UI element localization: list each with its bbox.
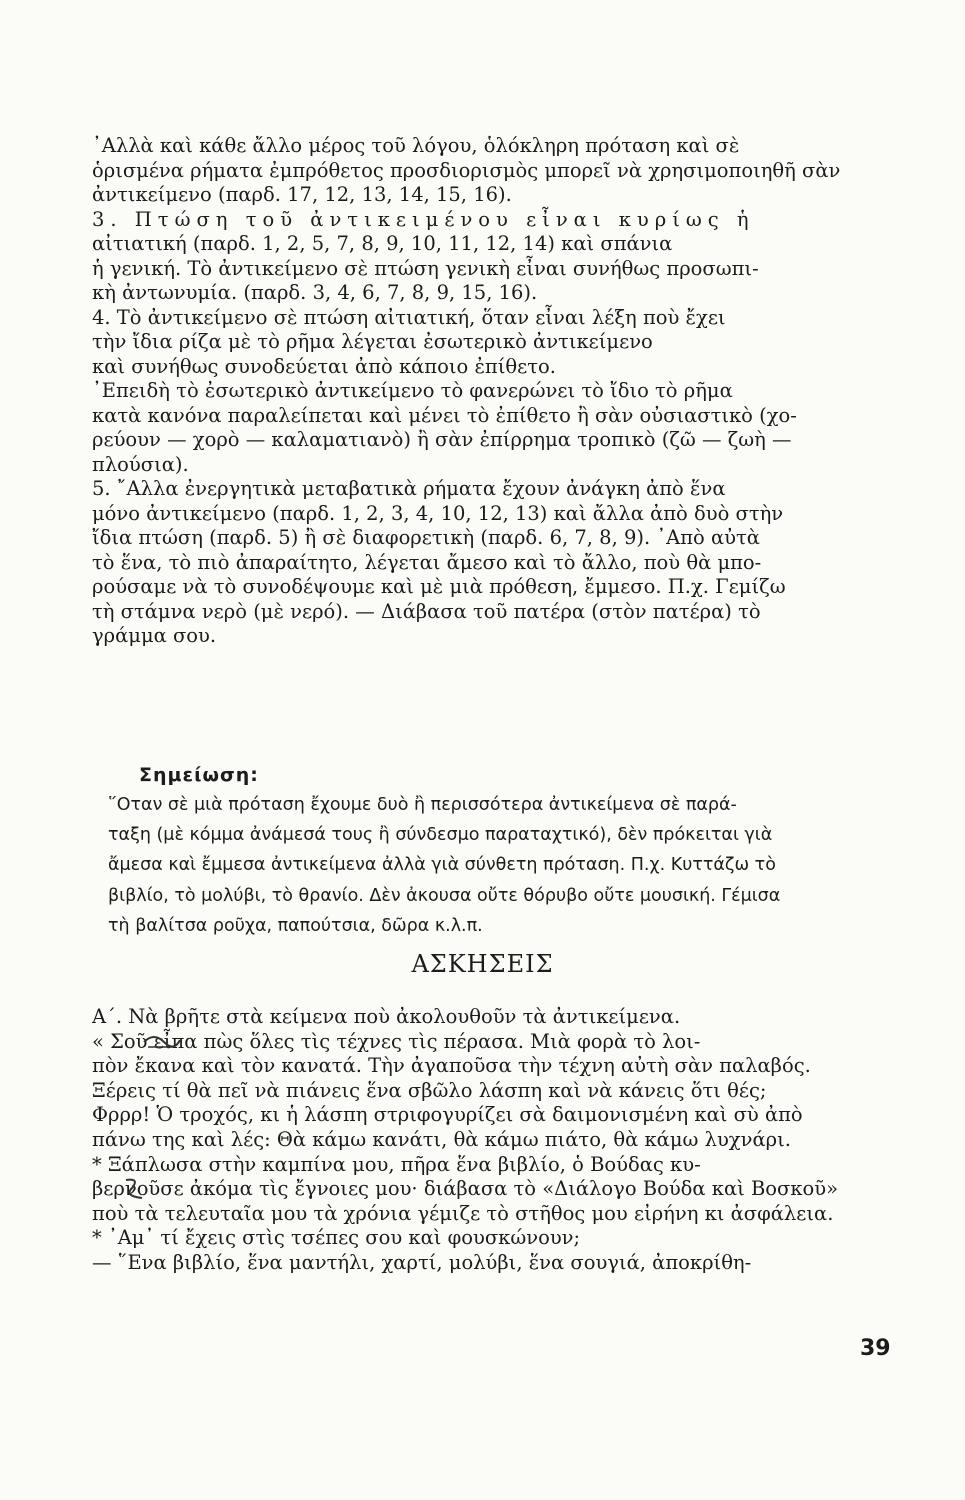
text-line: μόνο ἀντικείμενο (παρδ. 1, 2, 3, 4, 10, 12, 13) καὶ ἄλλα ἀπὸ δυὸ στὴν [92, 501, 784, 525]
text-line: τὴ στάμνα νερὸ (μὲ νερό). — Διάβασα τοῦ πατέρα (στὸν πατέρα) τὸ [92, 599, 761, 623]
text-line: ᾿Επειδὴ τὸ ἐσωτερικὸ ἀντικείμενο τὸ φανερώνει τὸ ἴδιο τὸ ρῆμα [92, 379, 733, 402]
text-line: καὶ συνήθως συνοδεύεται ἀπὸ κάποιο ἐπίθετο. [92, 354, 556, 378]
exercise-line: βερνοῦσε ἀκόμα τὶς ἔγνοιες μου· διάβασα τὸ «Διάλογο Βούδα καὶ Βοσκοῦ» [92, 1177, 839, 1201]
handwritten-mark-icon [120, 1176, 150, 1202]
text-line: 4. Τὸ ἀντικείμενο σὲ πτώση αἰτιατική, ὅταν εἶναι λέξη ποὺ ἔχει [92, 305, 726, 329]
exercise-line: * ᾿Αμ᾿ τί ἔχεις στὶς τσέπες σου καὶ φουσκώνουν; [92, 1226, 581, 1250]
notes-line: ταξη (μὲ κόμμα ἀνάμεσά τους ἢ σύνδεσμο παραταχτικό), δὲν πρόκειται γιὰ [108, 825, 773, 846]
exercise-line: πάνω της καὶ λές: Θὰ κάμω κανάτι, θὰ κάμω πιάτο, θὰ κάμω λυχνάρι. [92, 1127, 791, 1151]
notes-heading: Σημείωση: [139, 764, 259, 786]
text-line: ἴδια πτώση (παρδ. 5) ἢ σὲ διαφορετικὴ (παρδ. 6, 7, 8, 9). ᾿Απὸ αὐτὰ [92, 526, 760, 549]
exercise-line: Ξέρεις τί θὰ πεῖ νὰ πιάνεις ἕνα σβῶλο λάσπη καὶ νὰ κάνεις ὅτι θές; [92, 1078, 767, 1102]
text-line: ὁρισμένα ρήματα ἐμπρόθετος προσδιορισμὸς μπορεῖ νὰ χρησιμοποιηθῆ σὰν [92, 158, 841, 182]
notes-text [108, 790, 878, 941]
text-line: ᾿Αλλὰ καὶ κάθε ἄλλο μέρος τοῦ λόγου, ὁλόκληρη πρόταση καὶ σὲ [92, 134, 740, 157]
text-line: κατὰ κανόνα παραλείπεται καὶ μένει τὸ ἐπίθετο ἢ σὰν οὐσιαστικὸ (χο- [92, 403, 797, 427]
text-line: 3. Πτώση τοῦ ἀντικειμένου εἶναι κυρίως ἡ [92, 207, 755, 231]
exercise-line: πὸν ἔκανα καὶ τὸν κανατά. Τὴν ἀγαποῦσα τὴν τέχνη αὐτὴ σὰν παλαβός. [92, 1054, 811, 1078]
text-line: κὴ ἀντωνυμία. (παρδ. 3, 4, 6, 7, 8, 9, 15, 16). [92, 281, 538, 304]
handwritten-mark-icon [142, 1030, 182, 1050]
notes-line: βιβλίο, τὸ μολύβι, τὸ θρανίο. Δὲν ἀκουσα οὔτε θόρυβο οὔτε μουσική. Γέμισα [108, 885, 781, 906]
exercise-line: Α΄. Νὰ βρῆτε στὰ κείμενα ποὺ ἀκολουθοῦν τὰ ἀντικείμενα. [92, 1005, 681, 1028]
text-line: αἰτιατική (παρδ. 1, 2, 5, 7, 8, 9, 10, 11, 12, 14) καὶ σπάνια [92, 232, 673, 255]
text-line: γράμμα σου. [92, 624, 217, 647]
exercise-line: ποὺ τὰ τελευταῖα μου τὰ χρόνια γέμιζε τὸ στῆθος μου εἰρήνη κι ἀσφάλεια. [92, 1201, 834, 1225]
text-line: τὸ ἕνα, τὸ πιὸ ἀπαραίτητο, λέγεται ἄμεσο καὶ τὸ ἄλλο, ποὺ θὰ μπο- [92, 550, 762, 574]
exercise-line: Φρρρ! Ὁ τροχός, κι ἡ λάσπη στριφογυρίζει σὰ δαιμονισμένη καὶ σὺ ἀπὸ [92, 1103, 803, 1127]
exercise-line: « Σοῦ εἶπα πὼς ὅλες τὶς τέχνες τὶς πέρασα. Μιὰ φορὰ τὸ λοι- [92, 1029, 701, 1053]
text-line: ρούσαμε νὰ τὸ συνοδέψουμε καὶ μὲ μιὰ πρόθεση, ἔμμεσο. Π.χ. Γεμίζω [92, 575, 786, 598]
notes-line: τὴ βαλίτσα ροῦχα, παπούτσια, δῶρα κ.λ.π. [108, 915, 483, 936]
text-line: ρεύουν — χορὸ — καλαματιανὸ) ἢ σὰν ἐπίρρημα τροπικὸ (ζῶ — ζωὴ — [92, 428, 792, 451]
text-line: 5. ῎Αλλα ἐνεργητικὰ μεταβατικὰ ρήματα ἔχουν ἀνάγκη ἀπὸ ἕνα [92, 477, 726, 500]
notes-line: ἄμεσα καὶ ἔμμεσα ἀντικείμενα ἀλλὰ γιὰ σύνθετη πρόταση. Π.χ. Κυττάζω τὸ [108, 855, 776, 876]
main-text [92, 134, 882, 649]
text-line: ἡ γενική. Τὸ ἀντικείμενο σὲ πτώση γενικὴ εἶναι συνήθως προσωπι- [92, 256, 759, 280]
exercise-line: * Ξάπλωσα στὴν καμπίνα μου, πῆρα ἕνα βιβλίο, ὁ Βούδας κυ- [92, 1152, 701, 1176]
text-line: πλούσια). [92, 452, 189, 476]
notes-line: ῞Οταν σὲ μιὰ πρόταση ἔχουμε δυὸ ἢ περισσότερα ἀντικείμενα σὲ παρά- [108, 795, 737, 815]
page-number: 39 [860, 1336, 891, 1361]
exercises-text [92, 1005, 882, 1276]
exercise-line: — ῞Ενα βιβλίο, ἕνα μαντήλι, χαρτί, μολύβι, ἕνα σουγιά, ἀποκρίθη- [92, 1250, 752, 1274]
exercises-heading: ΑΣΚΗΣΕΙΣ [411, 950, 554, 978]
text-line: τὴν ἴδια ρίζα μὲ τὸ ρῆμα λέγεται ἐσωτερικὸ ἀντικείμενο [92, 330, 653, 353]
text-line: ἀντικείμενο (παρδ. 17, 12, 13, 14, 15, 16). [92, 183, 512, 206]
